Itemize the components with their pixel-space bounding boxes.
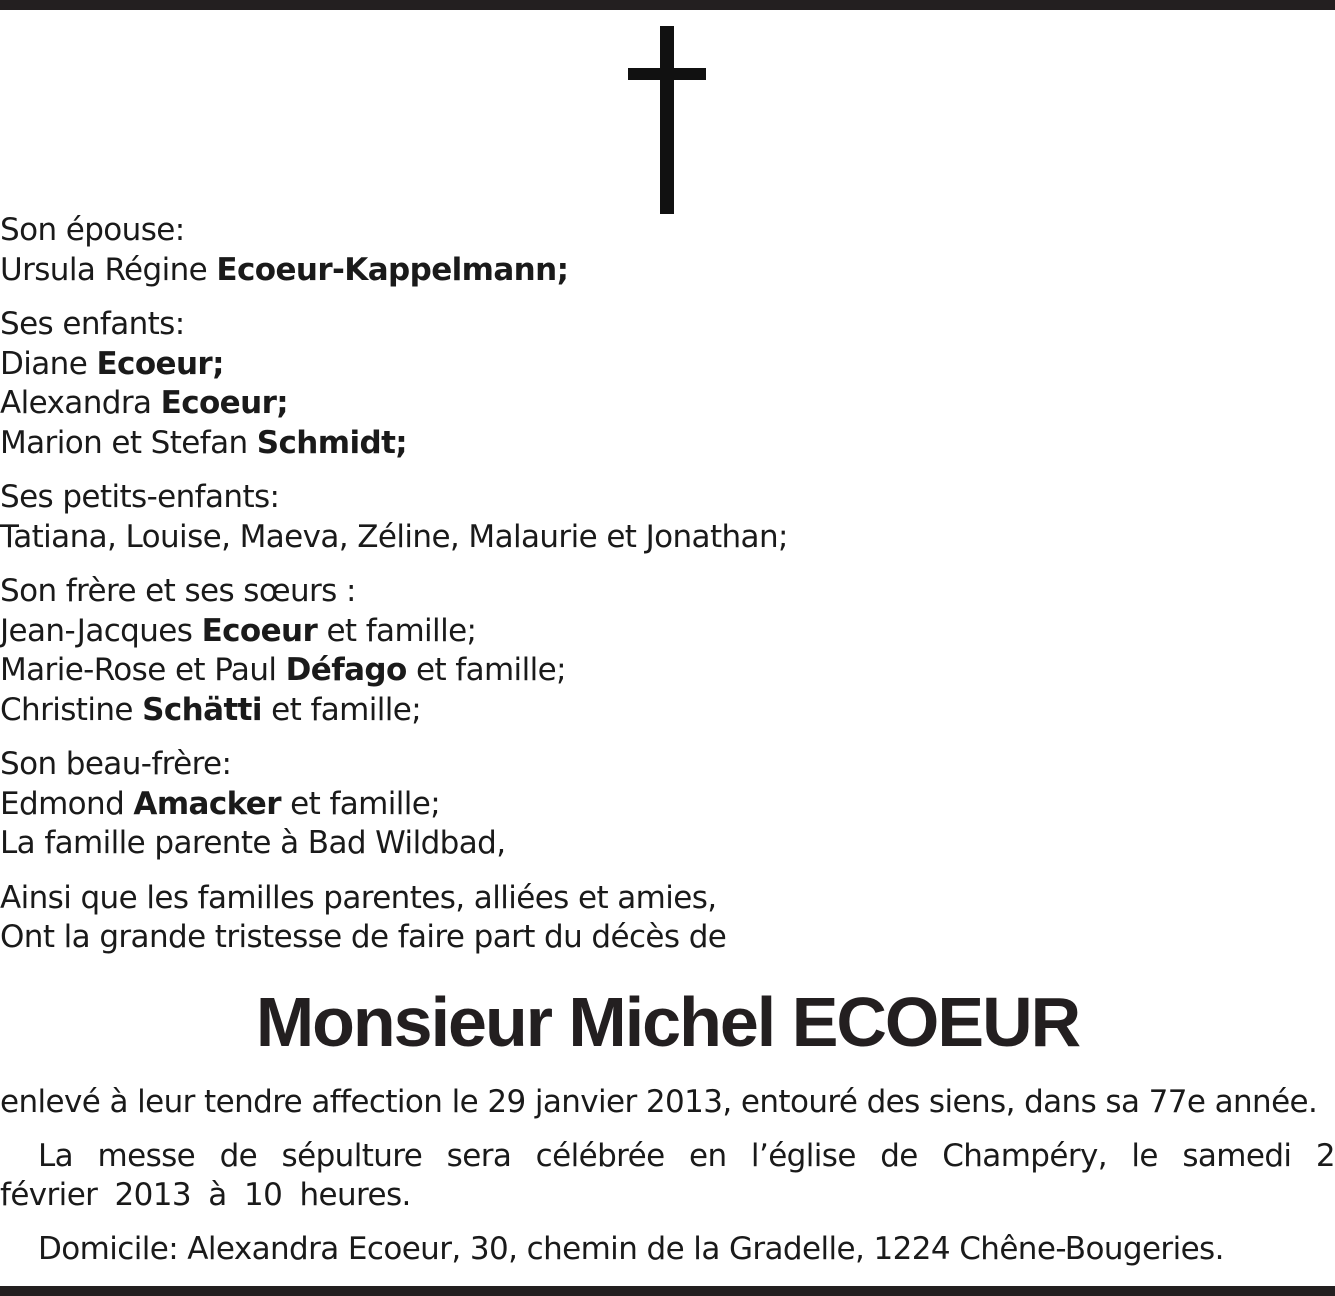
surname: Schmidt; [256, 424, 408, 461]
family-line [0, 345, 1335, 385]
line-text: Son beau-frère: [0, 746, 232, 782]
family-group [0, 305, 1335, 463]
bottom-rule [0, 1286, 1335, 1296]
line-text: Ursula Régine [0, 251, 217, 288]
line-text: et famille; [280, 785, 441, 822]
announcement-text: enlevé à leur tendre affection le 29 janvier 2013, entouré des siens, dans sa 77e année. [0, 1084, 1318, 1120]
line-text: Son frère et ses sœurs : [0, 573, 356, 609]
line-text: Alexandra [0, 385, 161, 421]
family-group [0, 879, 1335, 958]
family-line [0, 251, 1335, 291]
group-heading [0, 211, 1335, 251]
family-line [0, 384, 1335, 424]
line-text: et famille; [406, 652, 566, 688]
line-text: Christine [0, 691, 143, 728]
line-text: Diane [0, 345, 97, 382]
line-text: Ses enfants: [0, 306, 185, 342]
notice-body [0, 1083, 1335, 1269]
line-text: Ses petits-enfants: [0, 479, 280, 515]
mass-notice-text: La messe de sépulture sera célébrée en l’église de Champéry, le samedi 2 février 2013 à 10 heures. [0, 1137, 1335, 1213]
line-text: Tatiana, Louise, Maeva, Zéline, Malaurie et Jonathan; [0, 518, 788, 555]
family-line [0, 424, 1335, 464]
group-heading [0, 305, 1335, 345]
family-line [0, 785, 1335, 825]
family-line [0, 651, 1335, 691]
line-text: et famille; [317, 612, 477, 649]
family-line [0, 879, 1335, 919]
line-text: Ainsi que les familles parentes, alliées et amies, [0, 879, 717, 916]
surname: Ecoeur [201, 612, 318, 649]
line-text: Jean-Jacques [0, 612, 202, 649]
family-line [0, 824, 1335, 864]
line-text: Son épouse: [0, 212, 185, 248]
family-group [0, 572, 1335, 730]
line-text: et famille; [261, 691, 422, 728]
line-text: La famille parente à Bad Wildbad, [0, 825, 506, 861]
domicile-text: Domicile: Alexandra Ecoeur, 30, chemin de la Gradelle, 1224 Chêne-Bougeries. [38, 1230, 1224, 1267]
line-text: Ont la grande tristesse de faire part du décès de [0, 919, 727, 955]
latin-cross-icon [628, 26, 706, 214]
surname: Ecoeur-Kappelmann; [216, 251, 569, 288]
surname: Schätti [142, 691, 262, 728]
family-group [0, 745, 1335, 864]
line-text: Marion et Stefan [0, 424, 257, 461]
line-text: Edmond [0, 785, 134, 822]
surname: Ecoeur; [96, 345, 224, 382]
family-line [0, 918, 1335, 958]
family-group [0, 211, 1335, 290]
top-rule [0, 0, 1335, 10]
family-list [0, 211, 1335, 973]
family-group [0, 478, 1335, 557]
line-text: Marie-Rose et Paul [0, 652, 286, 688]
group-heading [0, 478, 1335, 518]
surname: Défago [285, 652, 407, 688]
family-line [0, 691, 1335, 731]
group-heading [0, 572, 1335, 612]
deceased-name: Monsieur Michel ECOEUR [255, 983, 1080, 1061]
group-heading [0, 745, 1335, 785]
family-line [0, 518, 1335, 558]
family-line [0, 612, 1335, 652]
surname: Amacker [133, 785, 281, 822]
surname: Ecoeur; [160, 385, 289, 421]
